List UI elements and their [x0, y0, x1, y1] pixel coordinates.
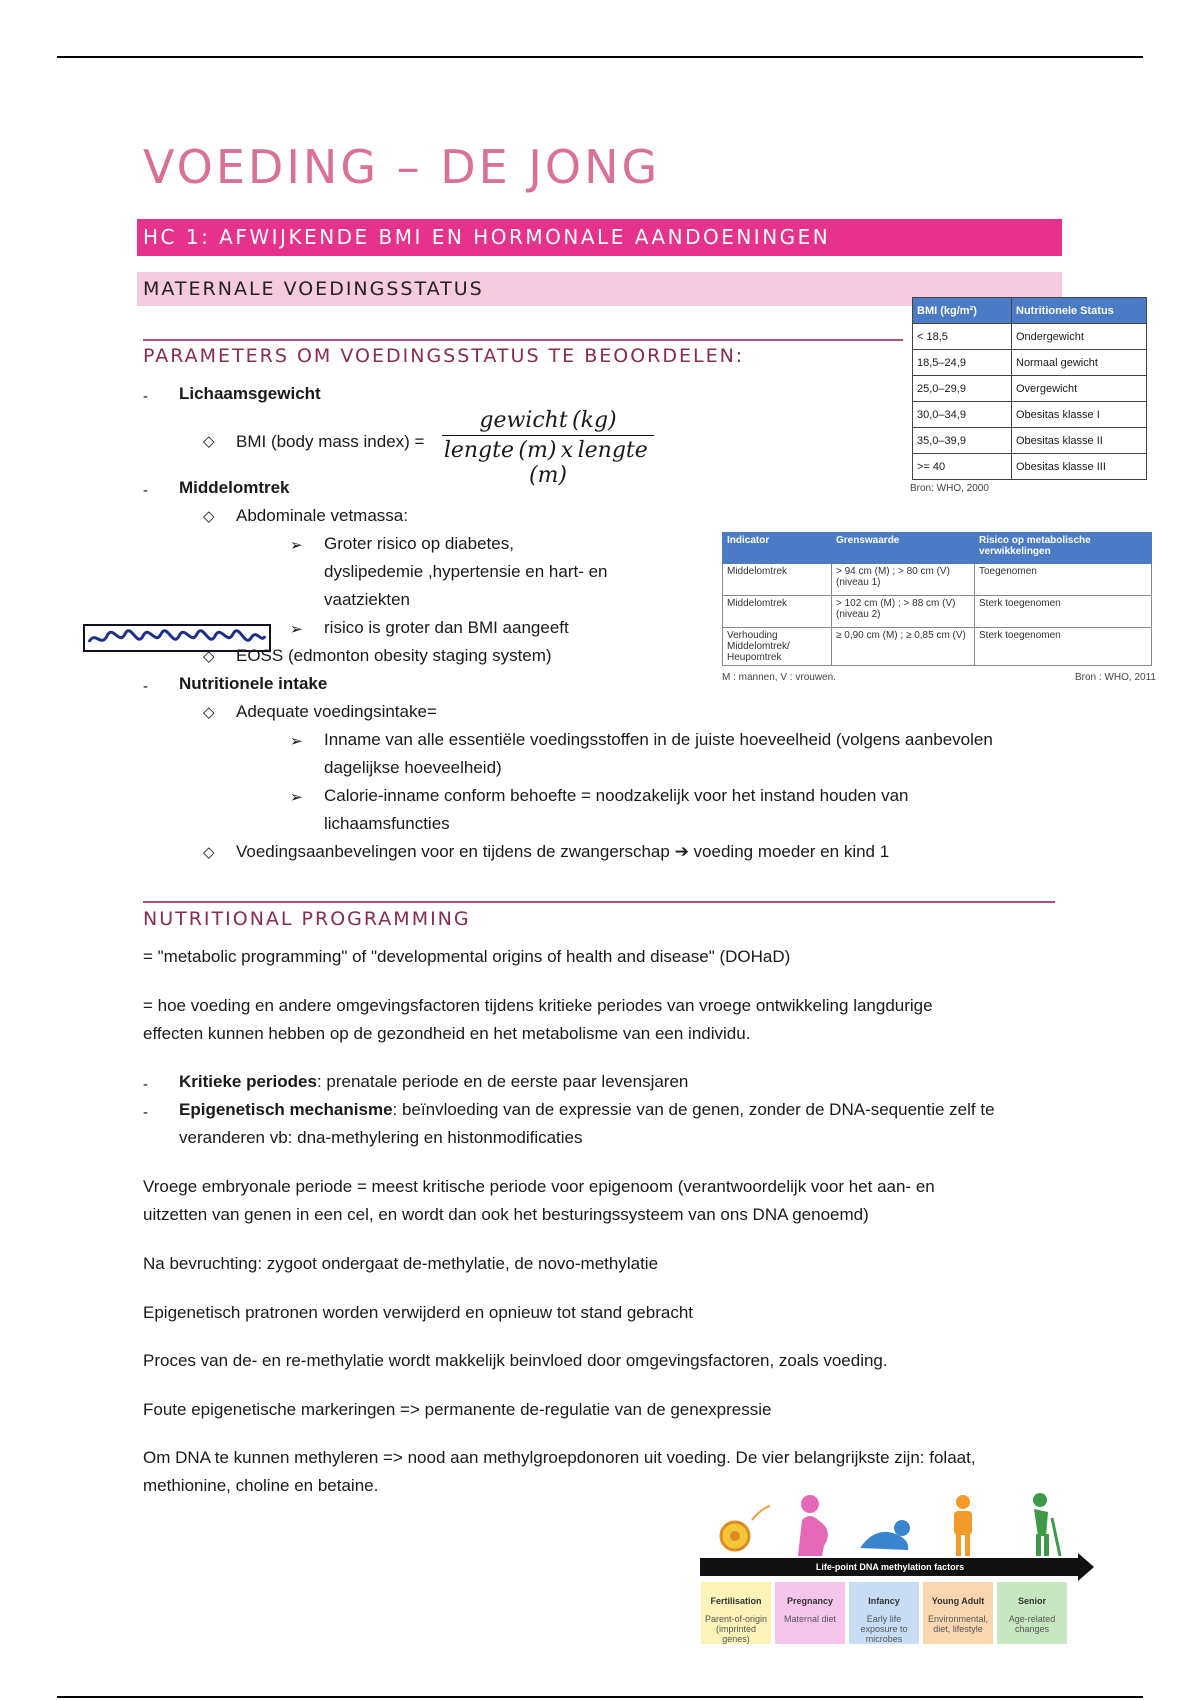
dash-bullet: - — [143, 678, 148, 695]
p-methylgroep-1: Om DNA te kunnen methyleren => nood aan methylgroepdonoren uit voeding. De vier belangrijkste zijn: folaat, — [143, 1448, 976, 1467]
item-lichaamsgewicht: Lichaamsgewicht — [179, 384, 321, 403]
stage-name: Pregnancy — [786, 1596, 834, 1606]
arrow-bullet-icon: ➢ — [290, 537, 303, 554]
table-row — [913, 428, 1147, 454]
table-cell: < 18,5 — [913, 324, 1012, 350]
stage-name: Young Adult — [931, 1596, 985, 1606]
top-rule — [57, 56, 1143, 58]
table-row — [913, 350, 1147, 376]
stage-young-adult — [923, 1582, 993, 1644]
bottom-rule — [57, 1696, 1143, 1698]
pregnancy-icon — [798, 1495, 828, 1556]
np-explanation-2: effecten kunnen hebben op de gezondheid en het metabolisme van een individu. — [143, 1024, 751, 1043]
table-cell: 35,0–39,9 — [913, 428, 1012, 454]
section-rule — [143, 339, 903, 341]
section-heading-nutritional-programming: NUTRITIONAL PROGRAMMING — [143, 908, 471, 930]
item-middelomtrek: Middelomtrek — [179, 478, 290, 497]
diamond-bullet-icon: ◇ — [203, 648, 215, 665]
bmi-table-source: Bron: WHO, 2000 — [910, 483, 989, 494]
table-cell: 18,5–24,9 — [913, 350, 1012, 376]
calorie-line-1: Calorie-inname conform behoefte = noodzakelijk voor het instand houden van — [324, 786, 909, 805]
risico-bmi: risico is groter dan BMI aangeeft — [324, 618, 569, 637]
stage-desc: Early life exposure to microbes — [860, 1614, 908, 1644]
epigenetisch-text: : beïnvloeding van de expressie van de genen, zonder de DNA-sequentie zelf te — [392, 1100, 995, 1119]
stage-desc: Environmental, diet, lifestyle — [927, 1614, 989, 1634]
timeline-arrow-icon — [1078, 1553, 1094, 1581]
ind-header-2: Grenswaarde — [832, 533, 975, 564]
p-markeringen: Foute epigenetische markeringen => permanente de-regulatie van de genexpressie — [143, 1400, 772, 1419]
p-embryonaal-2: uitzetten van genen in een cel, en wordt dan ook het besturingssysteem van ons DNA genoemd) — [143, 1205, 869, 1224]
ind-header-3: Risico op metabolische verwikkelingen — [975, 533, 1152, 564]
life-stages-illustration — [700, 1490, 1090, 1560]
life-stage-icons — [700, 1490, 1090, 1560]
table-cell: Overgewicht — [1012, 376, 1147, 402]
np-explanation-1: = hoe voeding en andere omgevingsfactoren tijdens kritieke periodes van vroege ontwikkeling langdurige — [143, 996, 933, 1015]
bmi-label: BMI (body mass index) = — [236, 432, 425, 451]
table-cell: Middelomtrek — [723, 564, 832, 596]
stage-name: Fertilisation — [710, 1596, 762, 1606]
risico-line-1: Groter risico op diabetes, — [324, 534, 514, 553]
senior-icon — [1033, 1493, 1060, 1556]
table-cell: > 102 cm (M) ; > 88 cm (V) (niveau 2) — [832, 596, 975, 628]
p-patronen: Epigenetisch pratronen worden verwijderd en opnieuw tot stand gebracht — [143, 1303, 694, 1322]
diamond-bullet-icon: ◇ — [203, 704, 215, 721]
epigenetisch-text-2: veranderen vb: dna-methylering en histonmodificaties — [179, 1128, 583, 1147]
table-cell: ≥ 0,90 cm (M) ; ≥ 0,85 cm (V) — [832, 628, 975, 666]
aanbevelingen-label: Voedingsaanbevelingen voor en tijdens de zwangerschap — [236, 842, 670, 861]
bmi-table — [912, 297, 1147, 480]
risico-line-2: dyslipedemie ,hypertensie en hart- en — [324, 562, 608, 581]
p-bevruchting: Na bevruchting: zygoot ondergaat de-methylatie, de novo-methylatie — [143, 1254, 659, 1273]
table-row — [723, 596, 1152, 628]
risico-line-3: vaatziekten — [324, 590, 410, 609]
infancy-icon — [860, 1520, 910, 1550]
table-cell: Obesitas klasse I — [1012, 402, 1147, 428]
epigenetisch-label: Epigenetisch mechanisme — [179, 1100, 393, 1119]
stage-pregnancy — [775, 1582, 845, 1644]
table-cell: Toegenomen — [975, 564, 1152, 596]
inname-line-1: Inname van alle essentiële voedingsstoffen in de juiste hoeveelheid (volgens aanbevolen — [324, 730, 993, 749]
table-cell: > 94 cm (M) ; > 80 cm (V) (niveau 1) — [832, 564, 975, 596]
stage-name: Infancy — [868, 1596, 900, 1606]
stage-name: Senior — [1017, 1596, 1046, 1606]
inname-line-2: dagelijkse hoeveelheid) — [324, 758, 502, 777]
adequate-text: Adequate voedingsintake= — [236, 702, 437, 721]
kritieke-label: Kritieke periodes — [179, 1072, 317, 1091]
table-cell: Middelomtrek — [723, 596, 832, 628]
bmi-numerator: gewicht (kg) — [442, 408, 654, 436]
heading-1: HC 1: AFWIJKENDE BMI EN HORMONALE AANDOENINGEN — [137, 219, 1062, 256]
stage-infancy — [849, 1582, 919, 1644]
item-epigenetisch — [179, 1096, 995, 1124]
ind-table-legend: M : mannen, V : vrouwen. — [722, 672, 836, 683]
table-row — [913, 376, 1147, 402]
stage-desc: Parent-of-origin (imprinted genes) — [704, 1614, 768, 1644]
table-cell: Ondergewicht — [1012, 324, 1147, 350]
page-title: VOEDING – DE JONG — [143, 140, 661, 194]
table-cell: Obesitas klasse II — [1012, 428, 1147, 454]
table-cell: 30,0–34,9 — [913, 402, 1012, 428]
arrow-bullet-icon: ➢ — [290, 789, 303, 806]
arrow-bullet-icon: ➢ — [290, 621, 303, 638]
kritieke-text: : prenatale periode en de eerste paar levensjaren — [316, 1072, 689, 1091]
heading-2: MATERNALE VOEDINGSSTATUS — [137, 272, 1062, 306]
bmi-header-2: Nutritionele Status — [1012, 298, 1147, 324]
table-row — [723, 628, 1152, 666]
fertilisation-icon — [721, 1506, 770, 1550]
stage-desc: Age-related changes — [1008, 1614, 1056, 1634]
table-cell: Sterk toegenomen — [975, 628, 1152, 666]
table-row — [913, 454, 1147, 480]
diamond-bullet-icon: ◇ — [203, 508, 215, 525]
dash-bullet: - — [143, 388, 148, 405]
bmi-formula — [442, 408, 654, 488]
dash-bullet: - — [143, 1104, 148, 1121]
table-row — [913, 324, 1147, 350]
bmi-denominator: lengte (m) x lengte (m) — [443, 438, 653, 488]
aanbevelingen-text — [236, 838, 889, 866]
item-nutritionele-intake: Nutritionele intake — [179, 674, 328, 693]
arrow-bullet-icon: ➢ — [290, 733, 303, 750]
diamond-bullet-icon: ◇ — [203, 433, 215, 450]
calorie-line-2: lichaamsfuncties — [324, 814, 450, 833]
ind-table-source: Bron : WHO, 2011 — [1075, 672, 1156, 683]
table-cell: 25,0–29,9 — [913, 376, 1012, 402]
bold-arrow-icon: ➔ — [674, 842, 689, 861]
bmi-header-1: BMI (kg/m²) — [913, 298, 1012, 324]
table-cell: Sterk toegenomen — [975, 596, 1152, 628]
diamond-bullet-icon: ◇ — [203, 844, 215, 861]
p-methylgroep-2: methionine, choline en betaine. — [143, 1476, 379, 1495]
abdominaal-text: Abdominale vetmassa: — [236, 506, 408, 525]
p-embryonaal-1: Vroege embryonale periode = meest kritische periode voor epigenoom (verantwoordelijk voor het aan- en — [143, 1177, 935, 1196]
young-adult-icon — [954, 1495, 972, 1556]
stage-desc: Maternal diet — [783, 1614, 837, 1624]
table-cell: Obesitas klasse III — [1012, 454, 1147, 480]
eoss-text: EOSS (edmonton obesity staging system) — [236, 646, 552, 665]
section-heading-parameters: PARAMETERS OM VOEDINGSSTATUS TE BEOORDELEN: — [143, 345, 745, 367]
aanbevelingen-link: voeding moeder en kind 1 — [693, 842, 890, 861]
table-cell: >= 40 — [913, 454, 1012, 480]
section-rule — [143, 901, 1055, 903]
table-row — [723, 564, 1152, 596]
dash-bullet: - — [143, 482, 148, 499]
item-kritieke-periodes — [179, 1068, 688, 1096]
table-cell: Normaal gewicht — [1012, 350, 1147, 376]
table-cell: Verhouding Middelomtrek/ Heupomtrek — [723, 628, 832, 666]
p-methylatie: Proces van de- en re-methylatie wordt makkelijk beinvloed door omgevingsfactoren, zoals voeding. — [143, 1351, 888, 1370]
stage-senior — [997, 1582, 1067, 1644]
indicator-table — [722, 532, 1152, 666]
dash-bullet: - — [143, 1076, 148, 1093]
methylation-timeline-bar: Life-point DNA methylation factors — [700, 1558, 1080, 1576]
stage-fertilisation — [701, 1582, 771, 1644]
np-definition: = "metabolic programming" of "developmental origins of health and disease" (DOHaD) — [143, 947, 791, 966]
table-row — [913, 402, 1147, 428]
ind-header-1: Indicator — [723, 533, 832, 564]
